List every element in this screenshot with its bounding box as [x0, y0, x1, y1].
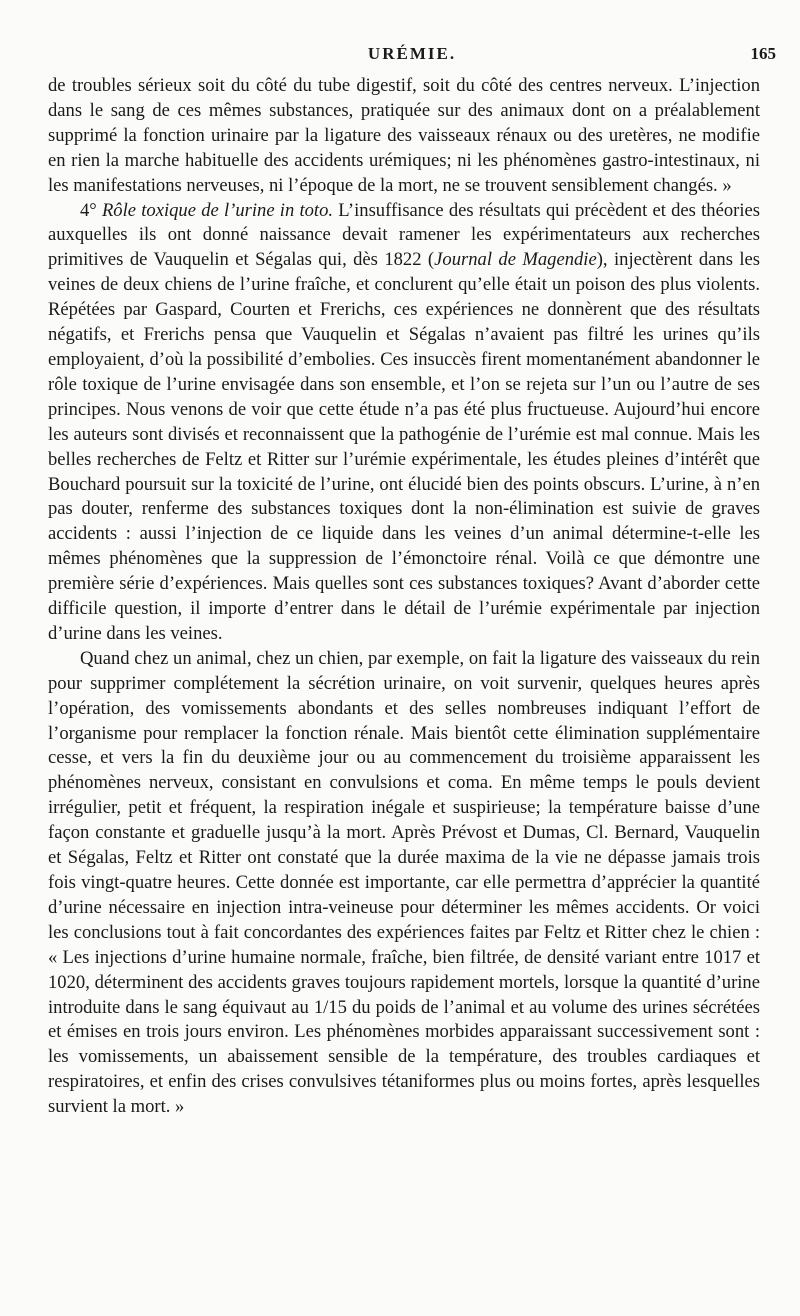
page-number: 165: [750, 44, 776, 63]
body-text: [48, 74, 760, 1120]
running-title: URÉMIE.: [367, 44, 457, 63]
paragraph-text: L’insuffisance des résultats qui précèdent et des théories auxquelles ils ont donné naissance devait ramener les expérimentateurs aux recherches primitives de Vauquelin et Ségalas qui, dès 1822 (: [48, 199, 760, 271]
paragraph-continuation: de troubles sérieux soit du côté du tube digestif, soit du côté des centres nerveux. L’injection dans le sang de ces mêmes substances, pratiquée sur des animaux dont on a préalablement supprimé la fonction urinaire par la ligature des vaisseaux rénaux ou des uretères, ne modifie en rien la marche habituelle des accidents urémiques; ni les phénomènes gastro-intestinaux, ni les manifestations nerveuses, ni l’époque de la mort, ne se trouvent sensiblement changés. »: [48, 75, 760, 196]
running-head: [48, 44, 776, 72]
section-number: 4°: [80, 199, 102, 221]
paragraph-experiment: Quand chez un animal, chez un chien, par exemple, on fait la ligature des vaisseaux du rein pour supprimer complétement la sécrétion urinaire, on voit survenir, quelques heures après l’opération, des vomissements abondants et des selles nombreuses indiquant l’effort de l’organisme pour remplacer la fonction rénale. Mais bientôt cette élimination supplémentaire cesse, et vers la fin du deuxième jour ou au commencement du troisième apparaissent les phénomènes nerveux, consistant en convulsions et coma. En même temps le pouls devient irrégulier, petit et fréquent, la respiration inégale et suspirieuse; la température baisse d’une façon constante et graduelle jusqu’à la mort. Après Prévost et Dumas, Cl. Bernard, Vauquelin et Ségalas, Feltz et Ritter ont constaté que la durée maxima de la vie ne dépasse jamais trois fois vingt-quatre heures. Cette donnée est importante, car elle permettra d’apprécier la quantité d’urine nécessaire en injection intra-veineuse pour déterminer les mêmes accidents. Or voici les conclusions tout à fait concordantes des expériences faites par Feltz et Ritter chez le chien : « Les injections d’urine humaine normale, fraîche, bien filtrée, de densité variant entre 1017 et 1020, déterminent des accidents graves toujours rapidement mortels, lorsque la quantité d’urine introduite dans le sang équivaut au 1/15 du poids de l’animal et au volume des urines sécrétées et émises en trois jours environ. Les phénomènes morbides apparaissant successivement sont : les vomissements, un abaissement sensible de la température, des troubles cardiaques et respiratoires, et enfin des crises convulsives tétaniformes plus ou moins fortes, après lesquelles survient la mort. »: [48, 647, 760, 1118]
journal-citation: Journal de Magendie: [434, 249, 597, 271]
paragraph-toxic-role: [48, 199, 760, 647]
paragraph-text: ), injectèrent dans les veines de deux chiens de l’urine fraîche, et conclurent qu’elle était un poison des plus violents. Répétées par Gaspard, Courten et Frerichs, ces expériences ne donnèrent que des résultats négatifs, et Frerichs pensa que Vauquelin et Ségalas n’avaient pas filtré les urines qu’ils employaient, d’où la possibilité d’embolies. Ces insuccès firent momentanément abandonner le rôle toxique de l’urine envisagée dans son ensemble, et l’on se rejeta sur l’un ou l’autre de ses principes. Nous venons de voir que cette étude n’a pas été plus fructueuse. Aujourd’hui encore les auteurs sont divisés et reconnaissent que la pathogénie de l’urémie est mal connue. Mais les belles recherches de Feltz et Ritter sur l’urémie expérimentale, les études pleines d’intérêt que Bouchard poursuit sur la toxicité de l’urine, ont élucidé bien des points obscurs. L’urine, à n’en pas douter, renferme des substances toxiques dont la non-élimination est suivie de graves accidents : aussi l’injection de ce liquide dans les veines d’un animal détermine-t-elle les mêmes phénomènes que la suppression de l’émonctoire rénal. Voilà ce que démontre une première série d’expériences. Mais quelles sont ces substances toxiques? Avant d’aborder cette difficile question, il importe d’entrer dans le détail de l’urémie expérimentale par injection d’urine dans les veines.: [48, 249, 761, 644]
section-heading: Rôle toxique de l’urine in toto.: [101, 199, 334, 221]
